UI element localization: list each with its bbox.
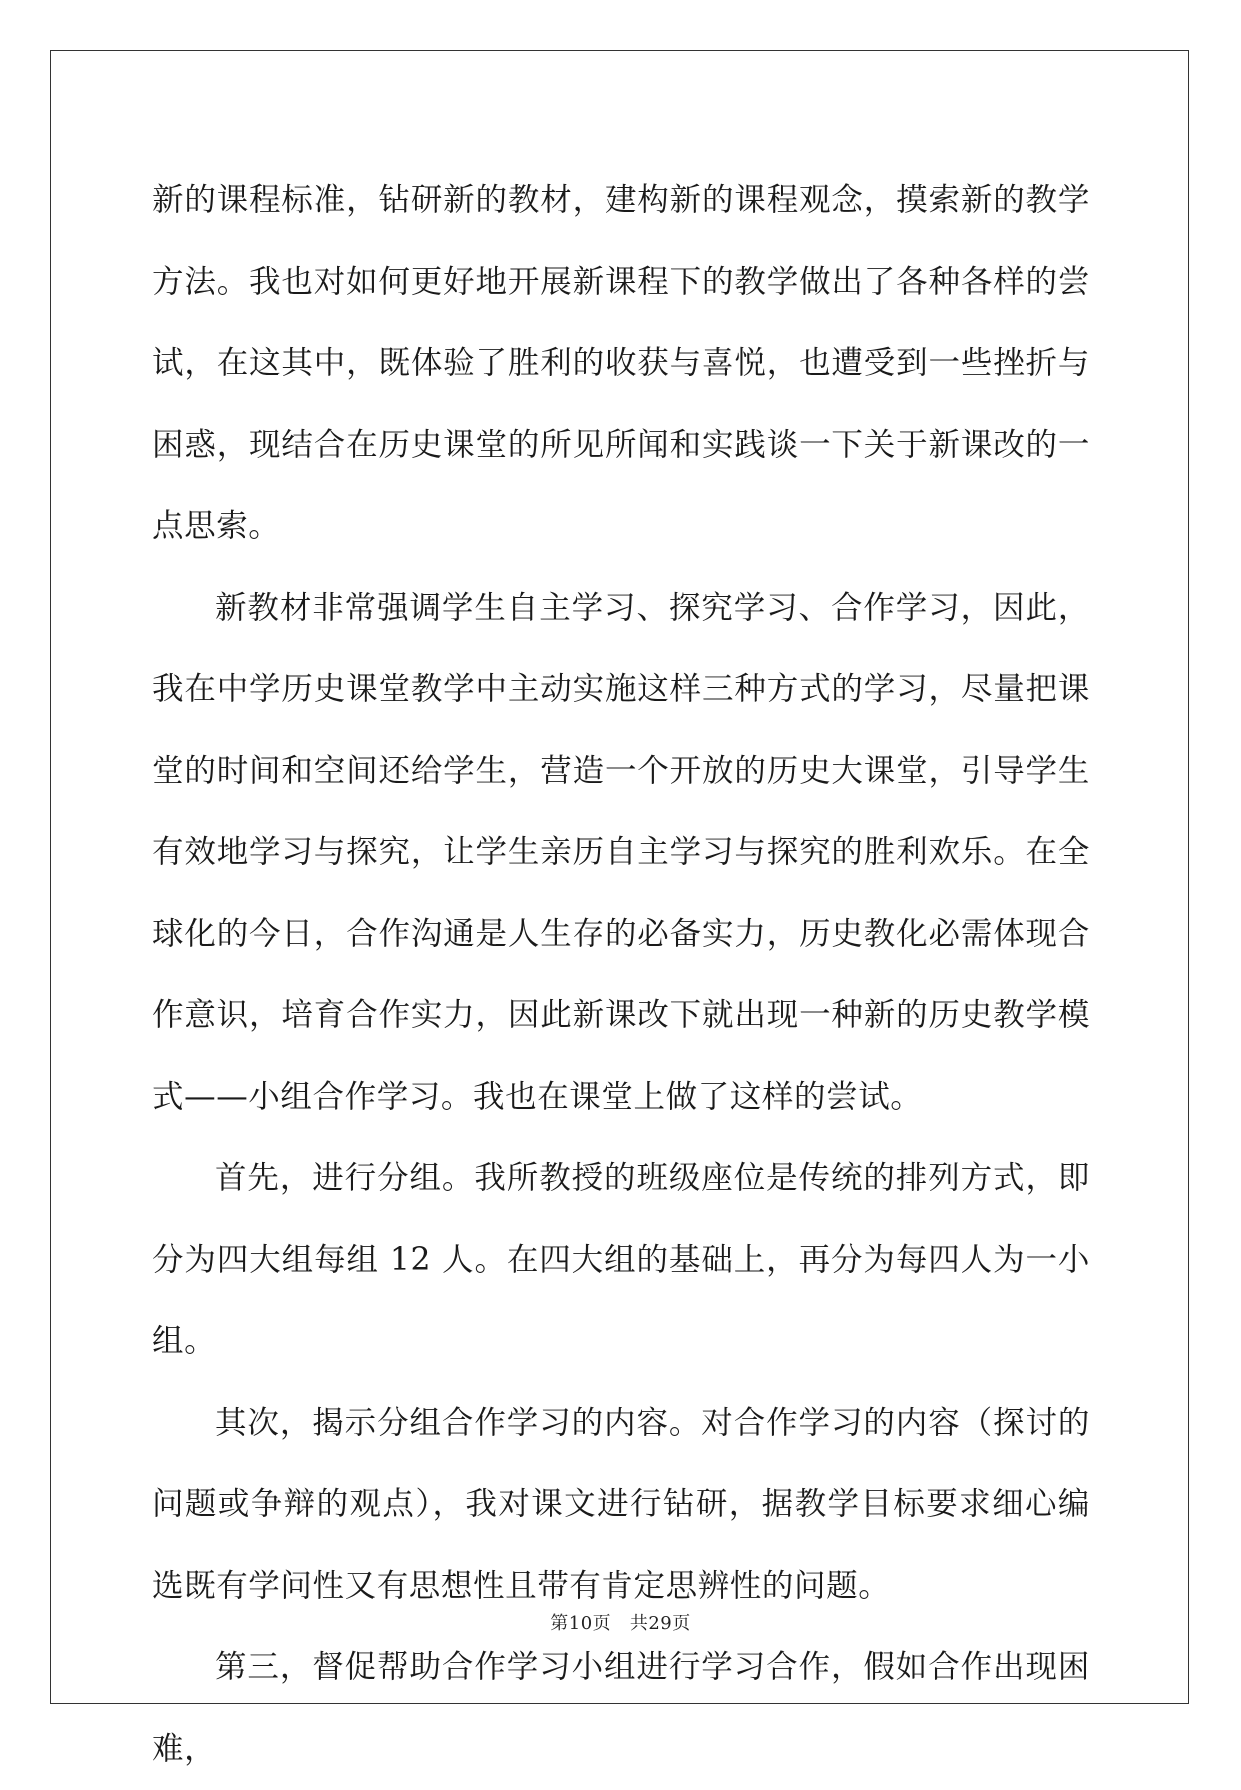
paragraph-supervise: 第三，督促帮助合作学习小组进行学习合作，假如合作出现困难， [152,1649,1090,1767]
paragraph-grouping: 首先，进行分组。我所教授的班级座位是传统的排列方式，即分为四大组每组 12 人。在四大组的基础上，再分为每四人为一小组。 [152,1160,1090,1359]
paragraph-new-textbook: 新教材非常强调学生自主学习、探究学习、合作学习，因此，我在中学历史课堂教学中主动实施这样三种方式的学习，尽量把课堂的时间和空间还给学生，营造一个开放的历史大课堂，引导学生有效地学习与探究，让学生亲历自主学习与探究的胜利欢乐。在全球化的今日，合作沟通是人生存的必备实力，历史教化必需体现合作意识，培育合作实力，因此新课改下就出现一种新的历史教学模式——小组合作学习。我也在课堂上做了这样的尝试。 [152,589,1090,1115]
paragraph-continued: 新的课程标准，钻研新的教材，建构新的课程观念，摸索新的教学方法。我也对如何更好地开展新课程下的教学做出了各种各样的尝试，在这其中，既体验了胜利的收获与喜悦，也遭受到一些挫折与困惑，现结合在历史课堂的所见所闻和实践谈一下关于新课改的一点思索。 [152,182,1090,544]
document-body [152,160,1090,1790]
page-number: 第10页 [550,1613,612,1634]
paragraph-content: 其次，揭示分组合作学习的内容。对合作学习的内容（探讨的问题或争辩的观点），我对课文进行钻研，据教学目标要求细心编选既有学问性又有思想性且带有肯定思辨性的问题。 [152,1404,1090,1604]
page-total: 共29页 [629,1613,691,1634]
page-footer [0,1609,1241,1635]
